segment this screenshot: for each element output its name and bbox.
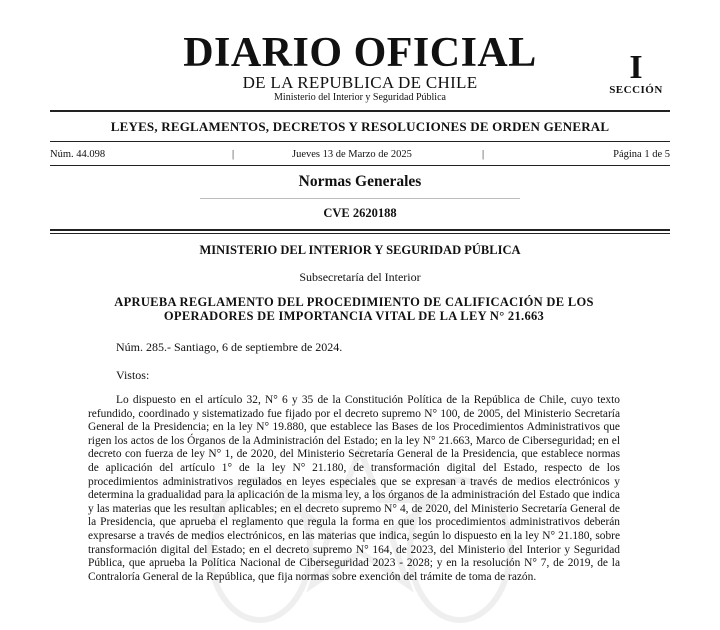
divider <box>50 233 670 234</box>
divider <box>50 229 670 231</box>
divider <box>50 165 670 166</box>
section-number: I <box>629 49 643 86</box>
issue-date: Jueves 13 de Marzo de 2025 <box>292 149 412 160</box>
divider <box>200 198 520 199</box>
divider <box>50 141 670 142</box>
section-indicator <box>600 49 672 96</box>
masthead <box>150 32 570 104</box>
issue-number: Núm. 44.098 <box>50 149 106 160</box>
issue-separator: | <box>232 149 235 160</box>
subsecretaria: Subsecretaría del Interior <box>299 270 421 284</box>
newspaper-title: DIARIO OFICIAL <box>183 30 537 76</box>
section-label: SECCIÓN <box>609 84 663 96</box>
cve-code: CVE 2620188 <box>323 206 397 220</box>
masthead-ministry: Ministerio del Interior y Seguridad Pública <box>274 92 446 103</box>
laws-heading: LEYES, REGLAMENTOS, DECRETOS Y RESOLUCIONES DE ORDEN GENERAL <box>110 119 610 134</box>
category-heading: Normas Generales <box>298 173 422 190</box>
vistos-label: Vistos: <box>116 368 150 382</box>
body-paragraph: Lo dispuesto en el artículo 32, N° 6 y 35 de la Constitución Política de la República de Chile, cuyo texto refundido, coordinado y sistematizado fue fijado por el decreto supremo N° 100, de 2005, del Ministerio Secretaría General de la Presidencia; en la ley N° 19.880, que establece las Bases de los Procedimientos Administrativos que rigen los actos de los Órganos de la Administración del Estado; en la ley N° 21.663, Marco de Ciberseguridad; en el decreto con fuerza de ley N° 1, de 2020, del Ministerio Secretaría General de la Presidencia, que establece normas de aplicación del artículo 1° de la ley N° 21.180, de transformación digital del Estado, respecto de los procedimientos administrativos regulados en leyes especiales que se expresan a través de medios electrónicos y determina la gradualidad para la aplicación de la misma ley, a los órganos de la administración del Estado que indica y las materias que les resultan aplicables; en el decreto supremo N° 4, de 2020, del Ministerio Secretaría General de la Presidencia, que aprueba el reglamento que regula la forma en que los procedimientos administrativos deberán expresarse a través de medios electrónicos, en las materias que indica, según lo dispuesto en la ley N° 21.180, sobre transformación digital del Estado; en el decreto supremo N° 164, de 2023, del Ministerio del Interior y Seguridad Pública, que aprueba la Política Nacional de Ciberseguridad 2023 - 2028; y en la resolución N° 7, de 2019, de la Contraloría General de la República, que fija normas sobre exención del trámite de toma de razón. <box>88 394 620 583</box>
divider <box>50 110 670 112</box>
newspaper-subtitle: DE LA REPUBLICA DE CHILE <box>242 73 478 92</box>
page-indicator: Página 1 de 5 <box>613 149 670 160</box>
issue-info-row <box>50 148 670 162</box>
decree-number: Núm. 285.- Santiago, 6 de septiembre de 2024. <box>116 340 343 354</box>
ministry-heading: MINISTERIO DEL INTERIOR Y SEGURIDAD PÚBLICA <box>199 243 521 257</box>
issue-separator: | <box>482 149 485 160</box>
decree-title: APRUEBA REGLAMENTO DEL PROCEDIMIENTO DE CALIFICACIÓN DE LOS OPERADORES DE IMPORTANCIA VITAL DE LA LEY N° 21.663 <box>114 295 594 323</box>
